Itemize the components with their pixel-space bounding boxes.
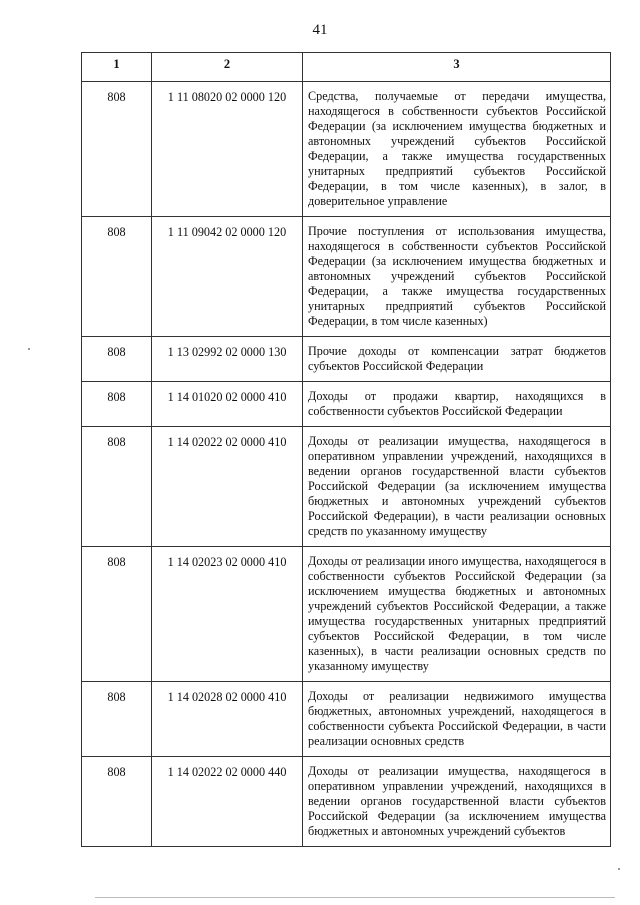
revenue-description-cell: Прочие поступления от использования имущества, находящегося в собственности субъектов Российской Федерации (за исключением имущества бюджетных и автономных учреждений субъектов Российской Федерации, а также имущества государственных унитарных предприятий субъектов Российской Федерации, в том числе казенных): [303, 217, 611, 337]
table-row: [82, 427, 611, 547]
table-row: [82, 337, 611, 382]
administrator-code-cell: 808: [82, 337, 152, 382]
administrator-code-cell: 808: [82, 757, 152, 847]
table-row: [82, 547, 611, 682]
scan-speck: [618, 868, 620, 870]
administrator-code-cell: 808: [82, 427, 152, 547]
revenue-code-cell: 1 14 02028 02 0000 410: [152, 682, 303, 757]
revenue-description-cell: Доходы от реализации иного имущества, находящегося в собственности субъектов Российской Федерации (за исключением имущества бюджетных и автономных учреждений субъектов Российской Федерации, а также имущества государственных унитарных предприятий субъектов Российской Федерации, в том числе казенных), в части реализации основных средств по указанному имуществу: [303, 547, 611, 682]
column-header-1: 1: [82, 53, 152, 82]
revenue-description-cell: Доходы от реализации недвижимого имущества бюджетных, автономных учреждений, находящегося в собственности субъекта Российской Федерации, в части реализации основных средств: [303, 682, 611, 757]
revenue-code-cell: 1 14 02023 02 0000 410: [152, 547, 303, 682]
page-number: 41: [312, 22, 328, 38]
administrator-code-cell: 808: [82, 682, 152, 757]
revenue-description-cell: Доходы от продажи квартир, находящихся в собственности субъектов Российской Федерации: [303, 382, 611, 427]
table-row: [82, 382, 611, 427]
revenue-code-cell: 1 13 02992 02 0000 130: [152, 337, 303, 382]
revenue-description-cell: Прочие доходы от компенсации затрат бюджетов субъектов Российской Федерации: [303, 337, 611, 382]
revenue-code-cell: 1 14 02022 02 0000 440: [152, 757, 303, 847]
table-row: [82, 757, 611, 847]
revenue-description-cell: Доходы от реализации имущества, находящегося в оперативном управлении учреждений, находящихся в ведении органов государственной власти субъектов Российской Федерации (за исключением имущества бюджетных и автономных учреждений субъектов Российской Федерации), в части реализации основных средств по указанному имуществу: [303, 427, 611, 547]
revenue-code-cell: 1 11 08020 02 0000 120: [152, 82, 303, 217]
column-header-3: 3: [303, 53, 611, 82]
scan-speck: [28, 348, 30, 350]
revenue-description-cell: Доходы от реализации имущества, находящегося в оперативном управлении учреждений, находящихся в ведении органов государственной власти субъектов Российской Федерации (за исключением имущества бюджетных и автономных учреждений субъектов: [303, 757, 611, 847]
page-bottom-edge: [95, 897, 615, 898]
revenue-code-cell: 1 11 09042 02 0000 120: [152, 217, 303, 337]
table-row: [82, 82, 611, 217]
administrator-code-cell: 808: [82, 217, 152, 337]
revenue-code-cell: 1 14 01020 02 0000 410: [152, 382, 303, 427]
column-header-2: 2: [152, 53, 303, 82]
administrator-code-cell: 808: [82, 82, 152, 217]
table-row: [82, 682, 611, 757]
revenue-code-cell: 1 14 02022 02 0000 410: [152, 427, 303, 547]
administrator-code-cell: 808: [82, 547, 152, 682]
revenue-codes-table: [81, 52, 611, 847]
table-row: [82, 217, 611, 337]
table-header-row: [82, 53, 611, 82]
revenue-description-cell: Средства, получаемые от передачи имущества, находящегося в собственности субъектов Российской Федерации (за исключением имущества бюджетных и автономных учреждений субъектов Российской Федерации, а также имущества государственных унитарных предприятий субъектов Российской Федерации, в том числе казенных), в залог, в доверительное управление: [303, 82, 611, 217]
administrator-code-cell: 808: [82, 382, 152, 427]
